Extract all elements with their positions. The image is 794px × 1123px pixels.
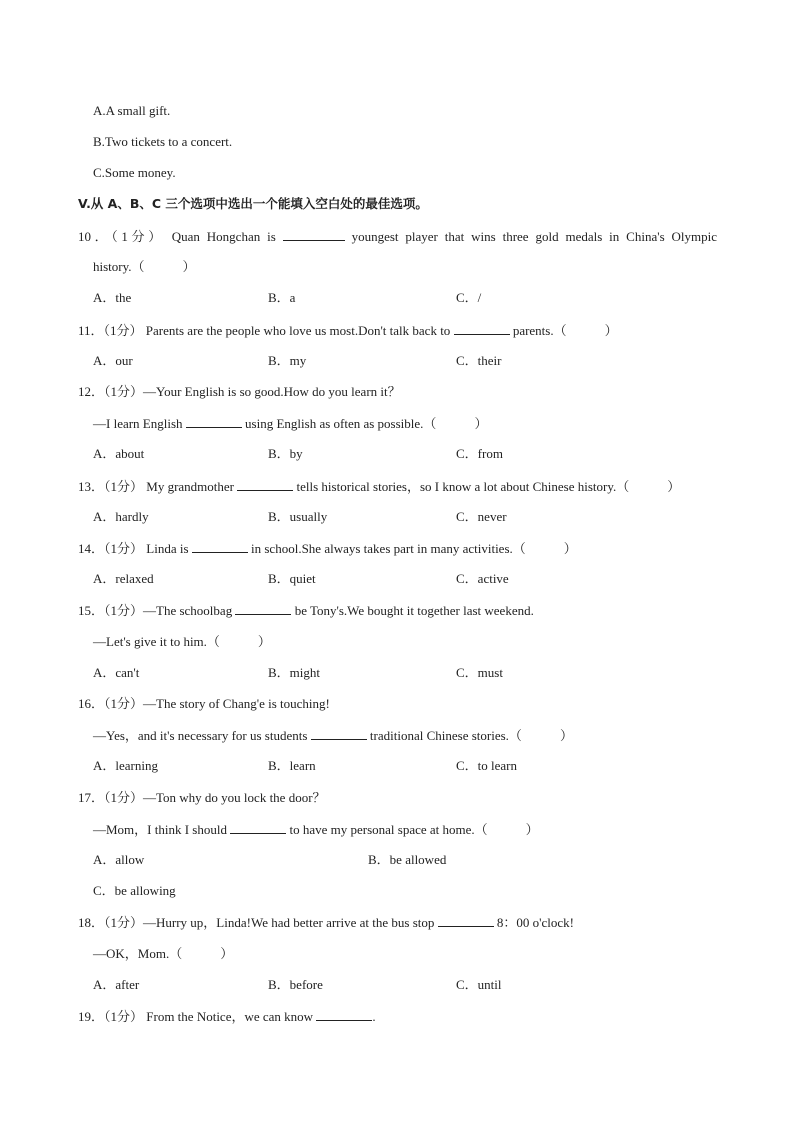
option-b: B．by <box>268 446 303 461</box>
question-text: —Mom，I think I should <box>93 822 227 837</box>
question-text: using English as often as possible.（ <box>245 416 437 431</box>
option-b: B．quiet <box>268 571 316 586</box>
section-heading: V.从 A、B、C 三个选项中选出一个能填入空白处的最佳选项。 <box>78 196 428 211</box>
option-c-prev: C.Some money. <box>93 165 176 180</box>
paren-close: ） <box>257 634 271 649</box>
option-a: A．about <box>93 446 145 461</box>
question-number: 19．（1分） <box>78 1009 144 1024</box>
question-12 <box>78 384 401 400</box>
option-b: B．a <box>268 290 296 305</box>
answer-blank <box>316 1008 372 1021</box>
question-number: 13．（1分） <box>78 479 144 494</box>
answer-blank <box>192 540 248 553</box>
option-a: A．hardly <box>93 509 149 524</box>
question-18-line2 <box>93 946 233 962</box>
question-18 <box>78 914 574 931</box>
answer-blank <box>454 322 510 335</box>
option-b: B．before <box>268 977 323 992</box>
option-c: C．be allowing <box>93 883 176 898</box>
paren-close: ） <box>667 479 681 494</box>
question-number: 10．（1分） <box>78 229 165 244</box>
question-text: Parents are the people who love us most.Don't talk back to <box>145 323 451 338</box>
question-11 <box>78 322 618 339</box>
question-text: to have my personal space at home.（ <box>289 822 488 837</box>
answer-blank <box>311 727 367 740</box>
option-c: C．until <box>456 977 502 992</box>
paren-close: ） <box>563 541 577 556</box>
question-number: 17．（1分） <box>78 790 144 805</box>
paren-close: ） <box>559 728 573 743</box>
question-12-line2 <box>93 415 487 432</box>
question-text: —Your English is so good.How do you learn it？ <box>143 384 401 399</box>
question-number: 15．（1分） <box>78 603 144 618</box>
question-number: 14．（1分） <box>78 541 144 556</box>
question-text: —OK，Mom.（ <box>93 946 183 961</box>
option-b: B．my <box>268 353 307 368</box>
paren-close: ） <box>182 259 196 274</box>
question-number: 11．（1分） <box>78 323 143 338</box>
question-15 <box>78 602 534 619</box>
question-14 <box>78 540 577 557</box>
question-17 <box>78 790 326 806</box>
answer-blank <box>186 415 242 428</box>
question-text: 8：00 o'clock! <box>496 915 574 930</box>
answer-blank <box>438 914 494 927</box>
answer-blank <box>235 602 291 615</box>
question-text: —Let's give it to him.（ <box>93 634 220 649</box>
option-b-prev: B.Two tickets to a concert. <box>93 134 233 149</box>
question-text: —I learn English <box>93 416 183 431</box>
question-text: parents.（ <box>512 323 567 338</box>
option-b: B．be allowed <box>368 852 447 867</box>
question-text: be Tony's.We bought it together last weekend. <box>294 603 534 618</box>
option-a: A．our <box>93 353 133 368</box>
option-c: C．their <box>456 353 502 368</box>
question-text: traditional Chinese stories.（ <box>369 728 522 743</box>
option-b: B．usually <box>268 509 328 524</box>
question-text: —Ton why do you lock the door？ <box>143 790 326 805</box>
option-c: C．/ <box>456 290 482 305</box>
question-13 <box>78 478 680 495</box>
question-16-line2 <box>93 727 573 744</box>
option-a: A．the <box>93 290 132 305</box>
answer-blank <box>230 821 286 834</box>
question-text: —The schoolbag <box>143 603 233 618</box>
question-19 <box>78 1008 376 1025</box>
question-text: —Hurry up，Linda!We had better arrive at the bus stop <box>143 915 435 930</box>
paren-close: ） <box>604 323 618 338</box>
question-text: in school.She always takes part in many activities.（ <box>251 541 526 556</box>
answer-blank <box>237 478 293 491</box>
question-text: My grandmother <box>146 479 234 494</box>
paren-close: ） <box>474 416 488 431</box>
question-17-line2 <box>93 821 539 838</box>
option-c: C．must <box>456 665 503 680</box>
question-text: Linda is <box>146 541 189 556</box>
option-c: C．to learn <box>456 758 518 773</box>
option-c: C．active <box>456 571 509 586</box>
paren-close: ） <box>525 822 539 837</box>
option-b: B．might <box>268 665 321 680</box>
option-a: A．can't <box>93 665 140 680</box>
option-a: A．learning <box>93 758 158 773</box>
question-text: tells historical stories，so I know a lot about Chinese history.（ <box>296 479 630 494</box>
option-a: A．relaxed <box>93 571 154 586</box>
question-text: . <box>372 1009 376 1024</box>
option-a: A．after <box>93 977 140 992</box>
question-16 <box>78 696 330 712</box>
question-number: 12．（1分） <box>78 384 144 399</box>
question-text: history.（ <box>93 259 145 274</box>
question-number: 18．（1分） <box>78 915 144 930</box>
question-text: From the Notice，we can know <box>146 1009 314 1024</box>
option-a-prev: A.A small gift. <box>93 103 171 118</box>
question-text: Quan Hongchan is <box>171 229 276 244</box>
question-10 <box>78 228 717 245</box>
option-c: C．from <box>456 446 503 461</box>
option-b: B．learn <box>268 758 316 773</box>
question-15-line2 <box>93 634 271 650</box>
question-text: youngest player that wins three gold medals in China's Olympic <box>351 229 718 244</box>
option-a: A．allow <box>93 852 145 867</box>
question-text: —Yes，and it's necessary for us students <box>93 728 308 743</box>
question-10-line2 <box>93 259 196 275</box>
paren-close: ） <box>220 946 234 961</box>
answer-blank <box>283 228 345 241</box>
option-c: C．never <box>456 509 507 524</box>
question-text: —The story of Chang'e is touching! <box>143 696 330 711</box>
question-number: 16．（1分） <box>78 696 144 711</box>
